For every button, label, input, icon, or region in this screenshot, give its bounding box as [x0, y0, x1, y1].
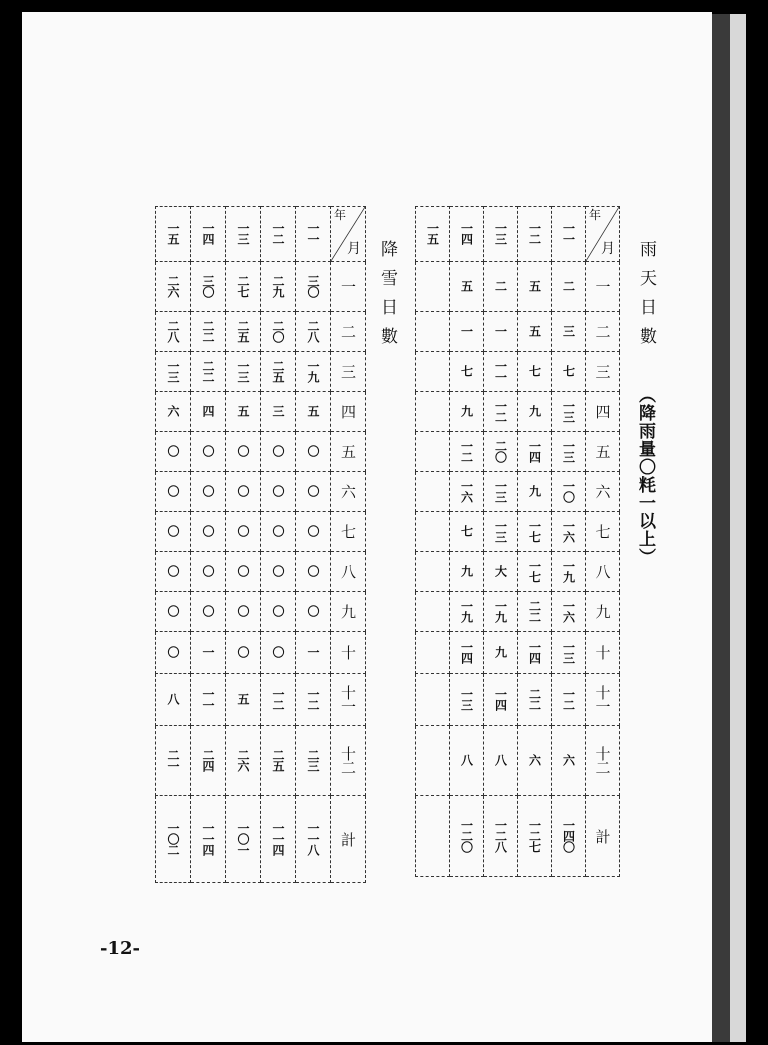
- rain-month-label: 三: [586, 352, 620, 392]
- rain-value-cell: 一四〇: [552, 796, 586, 877]
- rain-value-cell: [416, 592, 450, 632]
- rain-value-cell: 二〇: [484, 432, 518, 472]
- snow-value-cell: 一: [296, 632, 331, 674]
- table-row: [416, 592, 620, 632]
- snow-value-cell: 一一四: [261, 796, 296, 883]
- table-row: [416, 262, 620, 312]
- snow-days-table: [155, 206, 366, 883]
- snow-month-label: 七: [331, 512, 366, 552]
- rain-year-header: 一三: [484, 207, 518, 262]
- rain-month-label: 五: [586, 432, 620, 472]
- rain-value-cell: 一三: [552, 432, 586, 472]
- snow-value-cell: 〇: [296, 472, 331, 512]
- rain-value-cell: 九: [450, 552, 484, 592]
- rain-month-label: 一: [586, 262, 620, 312]
- snow-value-cell: 二六: [226, 726, 261, 796]
- snow-month-axis-label: 月: [347, 241, 361, 257]
- snow-value-cell: 二〇: [261, 312, 296, 352]
- snow-value-cell: 〇: [296, 552, 331, 592]
- rain-value-cell: 一: [450, 312, 484, 352]
- rain-value-cell: [416, 392, 450, 432]
- table-row: [156, 796, 366, 883]
- rain-value-cell: 一九: [450, 592, 484, 632]
- snow-value-cell: 一九: [296, 352, 331, 392]
- snow-value-cell: 〇: [156, 632, 191, 674]
- rain-month-label: 九: [586, 592, 620, 632]
- rain-value-cell: 一四: [518, 432, 552, 472]
- rain-year-header: 一五: [416, 207, 450, 262]
- rain-value-cell: 五: [518, 312, 552, 352]
- snow-value-cell: 〇: [226, 632, 261, 674]
- snow-value-cell: 三〇: [296, 262, 331, 312]
- snow-value-cell: 一: [191, 632, 226, 674]
- rain-value-cell: [416, 472, 450, 512]
- rain-value-cell: 一六: [450, 472, 484, 512]
- rain-month-label: 八: [586, 552, 620, 592]
- snow-header-row: [156, 207, 366, 262]
- snow-value-cell: 五: [226, 674, 261, 726]
- rain-value-cell: 一四: [484, 674, 518, 726]
- rain-value-cell: 一三: [552, 392, 586, 432]
- snow-month-label: 計: [331, 796, 366, 883]
- snow-value-cell: 〇: [261, 552, 296, 592]
- rain-value-cell: 大: [484, 552, 518, 592]
- rain-value-cell: 七: [450, 512, 484, 552]
- snow-value-cell: 一二: [261, 674, 296, 726]
- page-edge: [730, 14, 746, 1042]
- snow-value-cell: 一三: [226, 352, 261, 392]
- snow-value-cell: 一一四: [191, 796, 226, 883]
- snow-year-header: 一一: [296, 207, 331, 262]
- snow-value-cell: 〇: [226, 472, 261, 512]
- rain-year-header: 一四: [450, 207, 484, 262]
- table-row: [416, 674, 620, 726]
- snow-month-label: 八: [331, 552, 366, 592]
- table-row: [156, 632, 366, 674]
- table-row: [156, 592, 366, 632]
- rain-year-header: 一二: [518, 207, 552, 262]
- rain-value-cell: 一三: [450, 674, 484, 726]
- page-edge-shadow: [712, 14, 730, 1042]
- snow-value-cell: 一〇二: [156, 796, 191, 883]
- snow-month-label: 六: [331, 472, 366, 512]
- rain-corner-cell: [586, 207, 620, 262]
- rain-value-cell: 二二: [518, 592, 552, 632]
- snow-year-header: 一二: [261, 207, 296, 262]
- snow-value-cell: 二四: [191, 726, 226, 796]
- snow-value-cell: 二九: [261, 262, 296, 312]
- rain-value-cell: 一三: [484, 512, 518, 552]
- snow-value-cell: 一一八: [296, 796, 331, 883]
- rain-value-cell: 二: [552, 262, 586, 312]
- rain-year-axis-label: 年: [589, 208, 602, 222]
- rain-value-cell: [416, 632, 450, 674]
- snow-value-cell: 〇: [261, 512, 296, 552]
- snow-month-label: 一: [331, 262, 366, 312]
- rain-month-label: 四: [586, 392, 620, 432]
- snow-month-label: 五: [331, 432, 366, 472]
- table-row: [416, 726, 620, 796]
- snow-value-cell: 〇: [296, 592, 331, 632]
- snow-table-title: 降雪日數: [377, 240, 397, 356]
- rain-month-label: 七: [586, 512, 620, 552]
- table-row: [416, 796, 620, 877]
- snow-value-cell: 〇: [296, 432, 331, 472]
- rain-value-cell: [416, 312, 450, 352]
- snow-value-cell: 五: [226, 392, 261, 432]
- snow-value-cell: 二二: [191, 312, 226, 352]
- snow-value-cell: 二七: [226, 262, 261, 312]
- snow-value-cell: 一〇一: [226, 796, 261, 883]
- rain-value-cell: 一一: [484, 352, 518, 392]
- rain-month-label: 十: [586, 632, 620, 674]
- snow-value-cell: 五: [296, 392, 331, 432]
- snow-value-cell: 二一: [156, 726, 191, 796]
- snow-value-cell: 二五: [261, 352, 296, 392]
- rain-value-cell: 一六: [552, 512, 586, 552]
- snow-value-cell: 〇: [191, 472, 226, 512]
- rain-value-cell: [416, 262, 450, 312]
- table-row: [156, 552, 366, 592]
- snow-value-cell: 二八: [296, 312, 331, 352]
- table-row: [416, 512, 620, 552]
- snow-value-cell: 四: [191, 392, 226, 432]
- snow-month-label: 十: [331, 632, 366, 674]
- snow-value-cell: 二五: [261, 726, 296, 796]
- rain-value-cell: [416, 796, 450, 877]
- snow-month-label: 二: [331, 312, 366, 352]
- rain-value-cell: 一九: [484, 592, 518, 632]
- rain-value-cell: 一四: [450, 632, 484, 674]
- snow-value-cell: 〇: [156, 592, 191, 632]
- snow-value-cell: 〇: [191, 512, 226, 552]
- rain-value-cell: [416, 352, 450, 392]
- snow-value-cell: 〇: [296, 512, 331, 552]
- rain-value-cell: [416, 726, 450, 796]
- rain-value-cell: 一四: [518, 632, 552, 674]
- rain-value-cell: 七: [552, 352, 586, 392]
- rain-value-cell: 九: [518, 392, 552, 432]
- snow-value-cell: 二五: [226, 312, 261, 352]
- table-row: [156, 392, 366, 432]
- snow-value-cell: 〇: [191, 552, 226, 592]
- rain-month-axis-label: 月: [601, 241, 615, 257]
- rain-value-cell: 一三: [552, 632, 586, 674]
- rain-value-cell: 一二: [484, 392, 518, 432]
- snow-value-cell: 〇: [226, 432, 261, 472]
- snow-month-label: 四: [331, 392, 366, 432]
- snow-value-cell: 〇: [261, 632, 296, 674]
- rain-month-label: 十一: [586, 674, 620, 726]
- snow-value-cell: 〇: [156, 472, 191, 512]
- rain-value-cell: 二: [484, 262, 518, 312]
- snow-value-cell: 一一: [191, 674, 226, 726]
- rain-value-cell: [416, 674, 450, 726]
- rain-month-label: 二: [586, 312, 620, 352]
- snow-value-cell: 〇: [191, 592, 226, 632]
- table-row: [156, 262, 366, 312]
- snow-value-cell: 三〇: [191, 262, 226, 312]
- snow-value-cell: 〇: [261, 472, 296, 512]
- snow-value-cell: 〇: [156, 432, 191, 472]
- snow-month-label: 九: [331, 592, 366, 632]
- rain-value-cell: 五: [450, 262, 484, 312]
- page-number: -12-: [100, 938, 140, 959]
- rain-value-cell: [416, 512, 450, 552]
- snow-value-cell: 〇: [191, 432, 226, 472]
- rain-value-cell: 一: [484, 312, 518, 352]
- rain-value-cell: 二二: [518, 674, 552, 726]
- rain-value-cell: 九: [518, 472, 552, 512]
- table-row: [156, 432, 366, 472]
- snow-value-cell: 〇: [261, 432, 296, 472]
- table-row: [416, 312, 620, 352]
- rain-value-cell: [416, 432, 450, 472]
- rain-value-cell: 一二〇: [450, 796, 484, 877]
- snow-value-cell: 二三: [296, 726, 331, 796]
- rain-value-cell: 一九: [552, 552, 586, 592]
- table-row: [156, 726, 366, 796]
- rain-value-cell: 六: [552, 726, 586, 796]
- table-row: [156, 674, 366, 726]
- snow-value-cell: 二八: [156, 312, 191, 352]
- table-row: [416, 432, 620, 472]
- rain-value-cell: 一七: [518, 512, 552, 552]
- rain-value-cell: 一二: [552, 674, 586, 726]
- snow-value-cell: 〇: [226, 592, 261, 632]
- snow-year-header: 一四: [191, 207, 226, 262]
- rain-value-cell: 一二七: [518, 796, 552, 877]
- table-row: [416, 632, 620, 674]
- table-row: [156, 352, 366, 392]
- rain-value-cell: 一〇: [552, 472, 586, 512]
- rain-value-cell: [416, 552, 450, 592]
- rain-value-cell: 一七: [518, 552, 552, 592]
- table-row: [156, 312, 366, 352]
- rain-value-cell: 九: [484, 632, 518, 674]
- rain-value-cell: 一六: [552, 592, 586, 632]
- rain-month-label: 計: [586, 796, 620, 877]
- rain-table-title: 雨天日數: [636, 240, 656, 356]
- rain-value-cell: 七: [450, 352, 484, 392]
- rain-value-cell: 五: [518, 262, 552, 312]
- snow-value-cell: 二二: [191, 352, 226, 392]
- table-row: [156, 512, 366, 552]
- rain-value-cell: 一二八: [484, 796, 518, 877]
- snow-value-cell: 〇: [156, 552, 191, 592]
- rain-days-table: [415, 206, 620, 877]
- rain-value-cell: 六: [518, 726, 552, 796]
- snow-value-cell: 〇: [156, 512, 191, 552]
- snow-year-header: 一三: [226, 207, 261, 262]
- snow-value-cell: 一二: [296, 674, 331, 726]
- rain-value-cell: 九: [450, 392, 484, 432]
- rain-value-cell: 七: [518, 352, 552, 392]
- snow-month-label: 三: [331, 352, 366, 392]
- snow-value-cell: 〇: [226, 512, 261, 552]
- snow-year-header: 一五: [156, 207, 191, 262]
- rain-value-cell: 一二: [450, 432, 484, 472]
- snow-month-label: 十一: [331, 674, 366, 726]
- rain-value-cell: 一三: [484, 472, 518, 512]
- rain-month-label: 六: [586, 472, 620, 512]
- snow-value-cell: 〇: [261, 592, 296, 632]
- rain-month-label: 十二: [586, 726, 620, 796]
- table-row: [416, 352, 620, 392]
- snow-month-label: 十二: [331, 726, 366, 796]
- rain-value-cell: 八: [450, 726, 484, 796]
- snow-value-cell: 二六: [156, 262, 191, 312]
- snow-value-cell: 六: [156, 392, 191, 432]
- table-row: [416, 392, 620, 432]
- table-row: [416, 472, 620, 512]
- snow-value-cell: 三: [261, 392, 296, 432]
- table-row: [156, 472, 366, 512]
- snow-value-cell: 一三: [156, 352, 191, 392]
- rain-value-cell: 三: [552, 312, 586, 352]
- rain-table-subtitle: （降雨量〇粍一以上）: [635, 386, 655, 566]
- snow-value-cell: 八: [156, 674, 191, 726]
- rain-value-cell: 八: [484, 726, 518, 796]
- rain-header-row: [416, 207, 620, 262]
- snow-corner-cell: [331, 207, 366, 262]
- snow-value-cell: 〇: [226, 552, 261, 592]
- rain-year-header: 一一: [552, 207, 586, 262]
- snow-year-axis-label: 年: [334, 208, 347, 222]
- table-row: [416, 552, 620, 592]
